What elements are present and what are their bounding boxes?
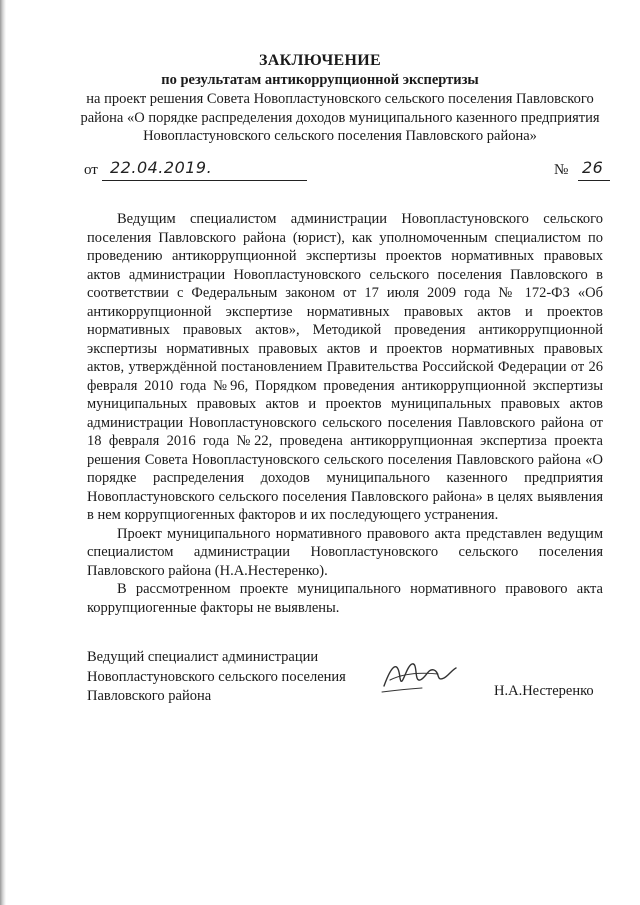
signatory-position-line: Ведущий специалист администрации: [87, 649, 319, 665]
signatory-position-line: Новопластуновского сельского поселения: [87, 668, 346, 685]
signatory-position: [87, 648, 387, 707]
date-field: [84, 158, 213, 179]
date-prefix: от: [84, 162, 98, 178]
number-value: 26: [582, 158, 604, 177]
date-number-row: [84, 158, 612, 184]
body-paragraph-2: Проект муниципального нормативного правового акта представлен ведущим специалистом администрации Новопластуновского сельского поселения Павловского района (Н.А.Нестеренко).: [87, 525, 603, 579]
signatory-position-line: Павловского района: [87, 688, 212, 704]
body-paragraph-3: В рассмотренном проекте муниципального нормативного правового акта коррупциогенные факторы не выявлены.: [87, 581, 603, 616]
signatory-name: Н.А.Нестеренко: [494, 683, 594, 699]
date-value: 22.04.2019.: [110, 158, 213, 177]
number-field: [554, 158, 612, 184]
number-prefix: №: [554, 162, 569, 178]
scan-edge-shadow: [0, 0, 6, 905]
document-body: [87, 210, 603, 617]
document-subtitle: по результатам антикоррупционной экспертизы: [161, 72, 479, 88]
handwritten-signature: [378, 656, 458, 696]
body-paragraph-1: Ведущим специалистом администрации Новопластуновского сельского поселения Павловского района (юрист), как уполномоченным специалистом по проведению антикоррупционной экспертизы проектов нормативных правовых актов администрации Новопластуновского сельского поселения Павловского в соответствии с Федеральным законом от 17 июля 2009 года № 172-ФЗ «Об антикоррупционной экспертизе нормативных правовых актов и проектов нормативных правовых актов», Методикой проведения антикоррупционной экспертизы нормативных правовых актов и проектов нормативных правовых актов, утверждённой постановлением Правительства Российской Федерации от 26 февраля 2010 года №96, Порядком проведения антикоррупционной экспертизы муниципальных правовых актов и проектов муниципальных правовых актов администрации Новопластуновского сельского поселения Павловского района от 18 февраля 2016 года №22, проведена антикоррупционная экспертиза проекта решения Совета Новопластуновского сельского поселения Павловского района «О порядке распределения доходов муниципального казенного предприятия Новопластуновского сельского поселения Павловского района» в целях выявления в нем коррупциогенных факторов и их последующего устранения.: [87, 211, 603, 523]
document-intro: на проект решения Совета Новопластуновского сельского поселения Павловского района «О порядке распределения доходов муниципального казенного предприятия Новопластуновского сельского поселения Павловского района»: [80, 91, 600, 144]
number-underline: [578, 180, 610, 181]
document-title: ЗАКЛЮЧЕНИЕ: [259, 52, 381, 69]
date-underline: [102, 180, 307, 181]
